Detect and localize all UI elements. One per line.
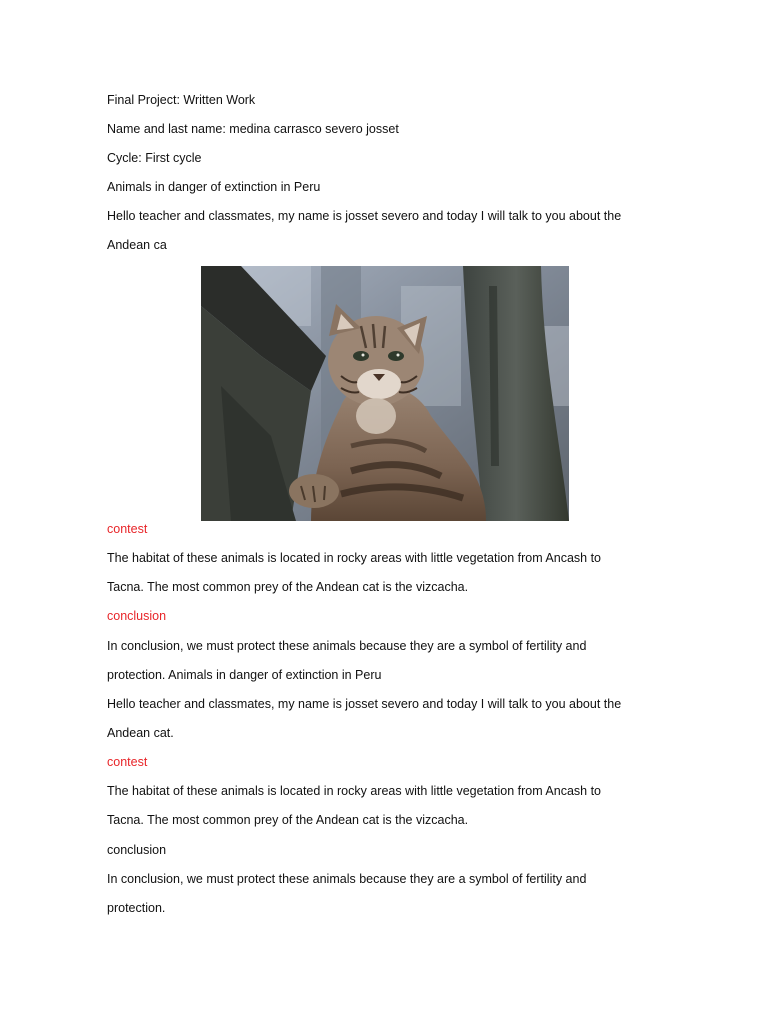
intro-line-1: Hello teacher and classmates, my name is josset severo and today I will talk to you about the (107, 209, 622, 223)
conclusion-1-line-2: protection. Animals in danger of extinction in Peru (107, 668, 382, 682)
heading-conclusion-1: conclusion (107, 609, 167, 623)
heading-conclusion-2: conclusion (107, 843, 167, 857)
student-name: Name and last name: medina carrasco severo josset (107, 122, 399, 136)
cycle-line: Cycle: First cycle (107, 151, 202, 165)
topic-line: Animals in danger of extinction in Peru (107, 180, 321, 194)
habitat-2-line-1: The habitat of these animals is located in rocky areas with little vegetation from Ancash to (107, 784, 602, 798)
heading-contest-1: contest (107, 522, 148, 536)
habitat-1-line-1: The habitat of these animals is located in rocky areas with little vegetation from Ancash to (107, 551, 602, 565)
intro2-line-2: Andean cat. (107, 726, 174, 740)
intro-line-2: Andean ca (107, 238, 167, 252)
habitat-2-line-2: Tacna. The most common prey of the Andean cat is the vizcacha. (107, 813, 469, 827)
conclusion-2-line-2: protection. (107, 901, 166, 915)
project-title: Final Project: Written Work (107, 93, 256, 107)
habitat-1-line-2: Tacna. The most common prey of the Andean cat is the vizcacha. (107, 580, 469, 594)
conclusion-1-line-1: In conclusion, we must protect these animals because they are a symbol of fertility and (107, 639, 587, 653)
heading-contest-2: contest (107, 755, 148, 769)
conclusion-2-line-1: In conclusion, we must protect these animals because they are a symbol of fertility and (107, 872, 587, 886)
intro2-line-1: Hello teacher and classmates, my name is josset severo and today I will talk to you about the (107, 697, 622, 711)
andean-cat-photo (201, 266, 569, 521)
